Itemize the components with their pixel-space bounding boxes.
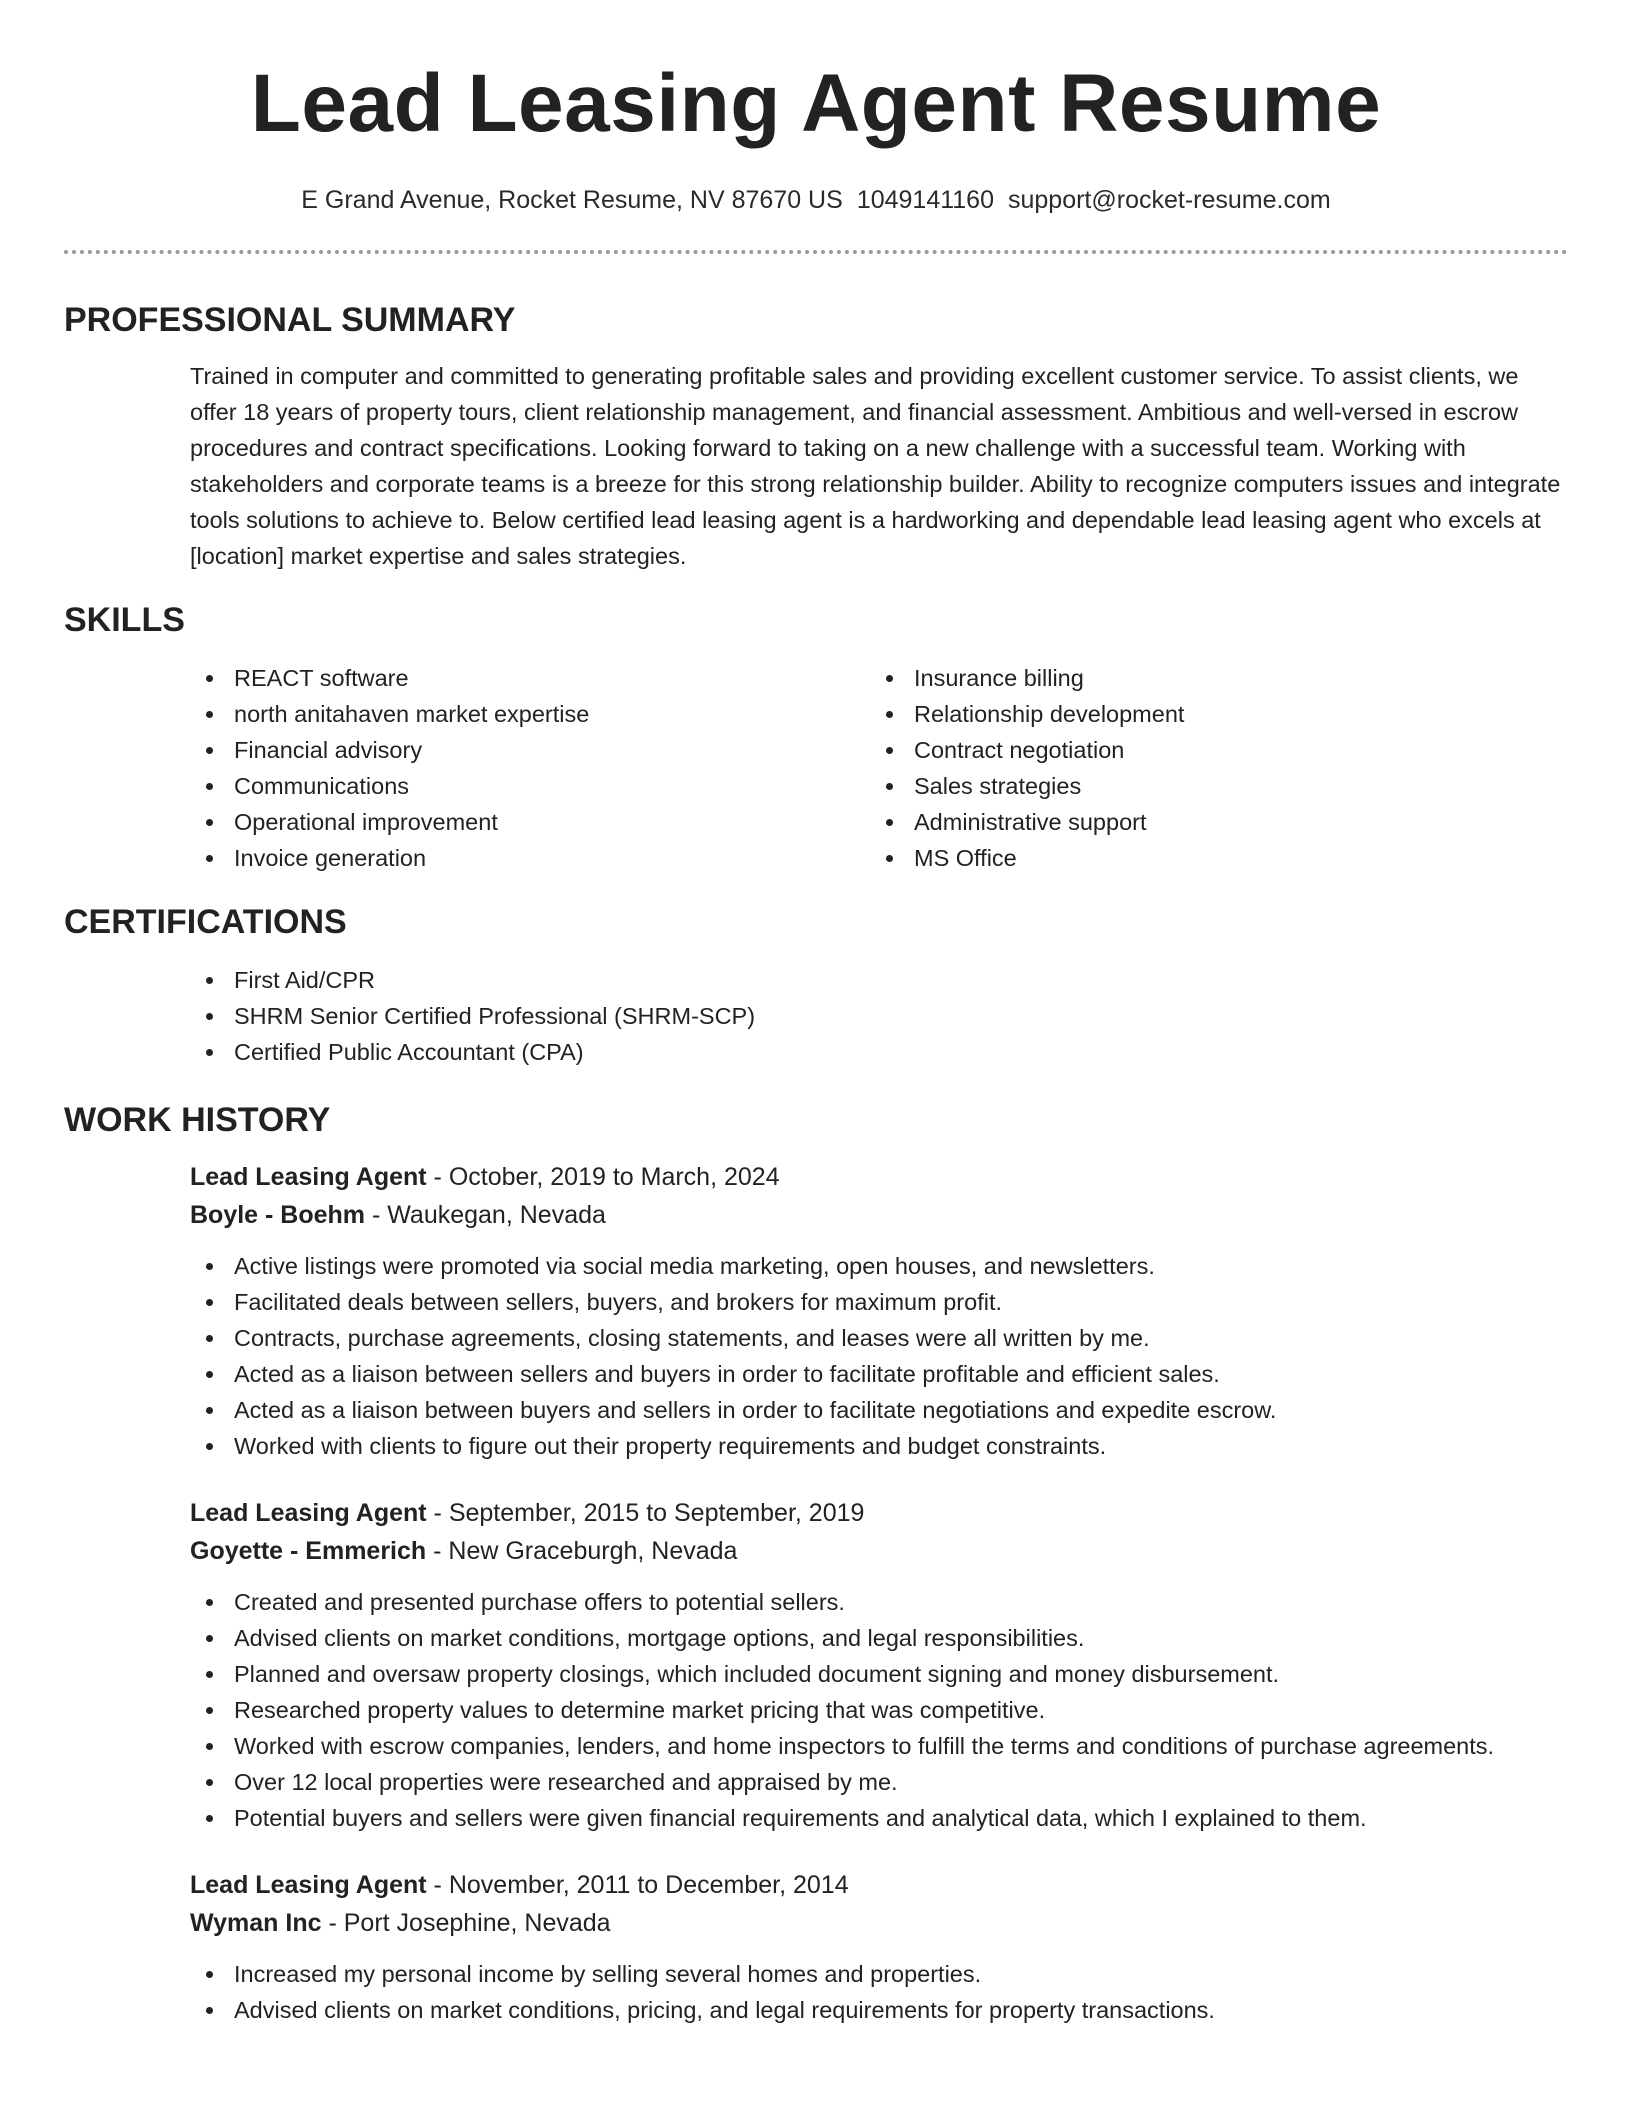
job-entry [64,1158,1568,1464]
job-title-line [190,1158,1568,1196]
job-title-line [190,1494,1568,1532]
job-location: - Waukegan, Nevada [365,1201,606,1229]
certifications-list [190,962,1568,1070]
job-bullet: Acted as a liaison between buyers and sellers in order to facilitate negotiations and expedite escrow. [190,1392,1568,1428]
job-entry [64,1494,1568,1836]
job-company: Wyman Inc [190,1909,322,1937]
certifications-heading: CERTIFICATIONS [64,903,347,941]
skill-item: Administrative support [870,804,1550,840]
job-company-line [190,1532,1568,1570]
job-bullet: Acted as a liaison between sellers and buyers in order to facilitate profitable and efficient sales. [190,1356,1568,1392]
job-bullets [190,1584,1568,1836]
skill-item: Communications [190,768,870,804]
job-bullet: Worked with escrow companies, lenders, and home inspectors to fulfill the terms and conditions of purchase agreements. [190,1728,1568,1764]
skill-item: Insurance billing [870,660,1550,696]
skill-item: Contract negotiation [870,732,1550,768]
job-bullet: Created and presented purchase offers to potential sellers. [190,1584,1568,1620]
job-bullet: Contracts, purchase agreements, closing statements, and leases were all written by me. [190,1320,1568,1356]
skill-item: Relationship development [870,696,1550,732]
summary-heading: PROFESSIONAL SUMMARY [64,301,516,339]
certifications-section [64,962,1568,1070]
job-dates: - September, 2015 to September, 2019 [426,1499,865,1527]
contact-line [64,184,1568,216]
job-bullet: Over 12 local properties were researched and appraised by me. [190,1764,1568,1800]
skills-list-right [870,660,1550,876]
summary-text: Trained in computer and committed to generating profitable sales and providing excellent customer service. To assist clients, we offer 18 years of property tours, client relationship management, and financial assessment. Ambitious and well-versed in escrow procedures and contract specifications. Looking forward to taking on a new challenge with a successful team. Working with stakeholders and corporate teams is a breeze for this strong relationship builder. Ability to recognize computers issues and integrate tools solutions to achieve to. Below certified lead leasing agent is a hardworking and dependable lead leasing agent who excels at [location] market expertise and sales strategies. [190,363,1561,569]
certification-item: Certified Public Accountant (CPA) [190,1034,1568,1070]
job-company: Boyle - Boehm [190,1201,366,1229]
job-bullet: Active listings were promoted via social media marketing, open houses, and newsletters. [190,1248,1568,1284]
job-bullets [190,1248,1568,1464]
job-bullet: Potential buyers and sellers were given financial requirements and analytical data, which I explained to them. [190,1800,1568,1836]
job-location: - Port Josephine, Nevada [321,1909,611,1937]
header-divider [64,250,1568,254]
job-location: - New Graceburgh, Nevada [426,1537,738,1565]
job-bullet: Planned and oversaw property closings, which included document signing and money disbursement. [190,1656,1568,1692]
job-bullet: Advised clients on market conditions, mortgage options, and legal responsibilities. [190,1620,1568,1656]
summary-section [64,358,1568,574]
job-company-line [190,1904,1568,1942]
contact-address: E Grand Avenue, Rocket Resume, NV 87670 US [301,186,843,214]
resume-title: Lead Leasing Agent Resume [250,58,1382,149]
job-dates: - November, 2011 to December, 2014 [426,1871,849,1899]
skill-item: Financial advisory [190,732,870,768]
job-title-line [190,1866,1568,1904]
work-history-heading: WORK HISTORY [64,1101,331,1139]
skills-list-left [190,660,870,876]
skill-item: MS Office [870,840,1550,876]
skills-column-right [870,660,1550,876]
skill-item: Operational improvement [190,804,870,840]
contact-email: support@rocket-resume.com [1007,186,1331,214]
job-bullet: Increased my personal income by selling several homes and properties. [190,1956,1568,1992]
job-bullet: Advised clients on market conditions, pricing, and legal requirements for property transactions. [190,1992,1568,2028]
skill-item: north anitahaven market expertise [190,696,870,732]
skills-column-left [64,660,870,876]
skill-item: Sales strategies [870,768,1550,804]
job-bullet: Researched property values to determine market pricing that was competitive. [190,1692,1568,1728]
contact-phone: 1049141160 [856,186,994,214]
skills-grid [64,660,1568,876]
job-title: Lead Leasing Agent [190,1871,427,1899]
job-company: Goyette - Emmerich [190,1537,427,1565]
certification-item: First Aid/CPR [190,962,1568,998]
job-company-line [190,1196,1568,1234]
job-bullets [190,1956,1568,2028]
skills-heading: SKILLS [64,601,185,639]
job-title: Lead Leasing Agent [190,1163,427,1191]
skill-item: Invoice generation [190,840,870,876]
job-dates: - October, 2019 to March, 2024 [426,1163,780,1191]
skill-item: REACT software [190,660,870,696]
certification-item: SHRM Senior Certified Professional (SHRM-SCP) [190,998,1568,1034]
job-entry [64,1866,1568,2028]
job-bullet: Worked with clients to figure out their property requirements and budget constraints. [190,1428,1568,1464]
job-bullet: Facilitated deals between sellers, buyers, and brokers for maximum profit. [190,1284,1568,1320]
job-title: Lead Leasing Agent [190,1499,427,1527]
